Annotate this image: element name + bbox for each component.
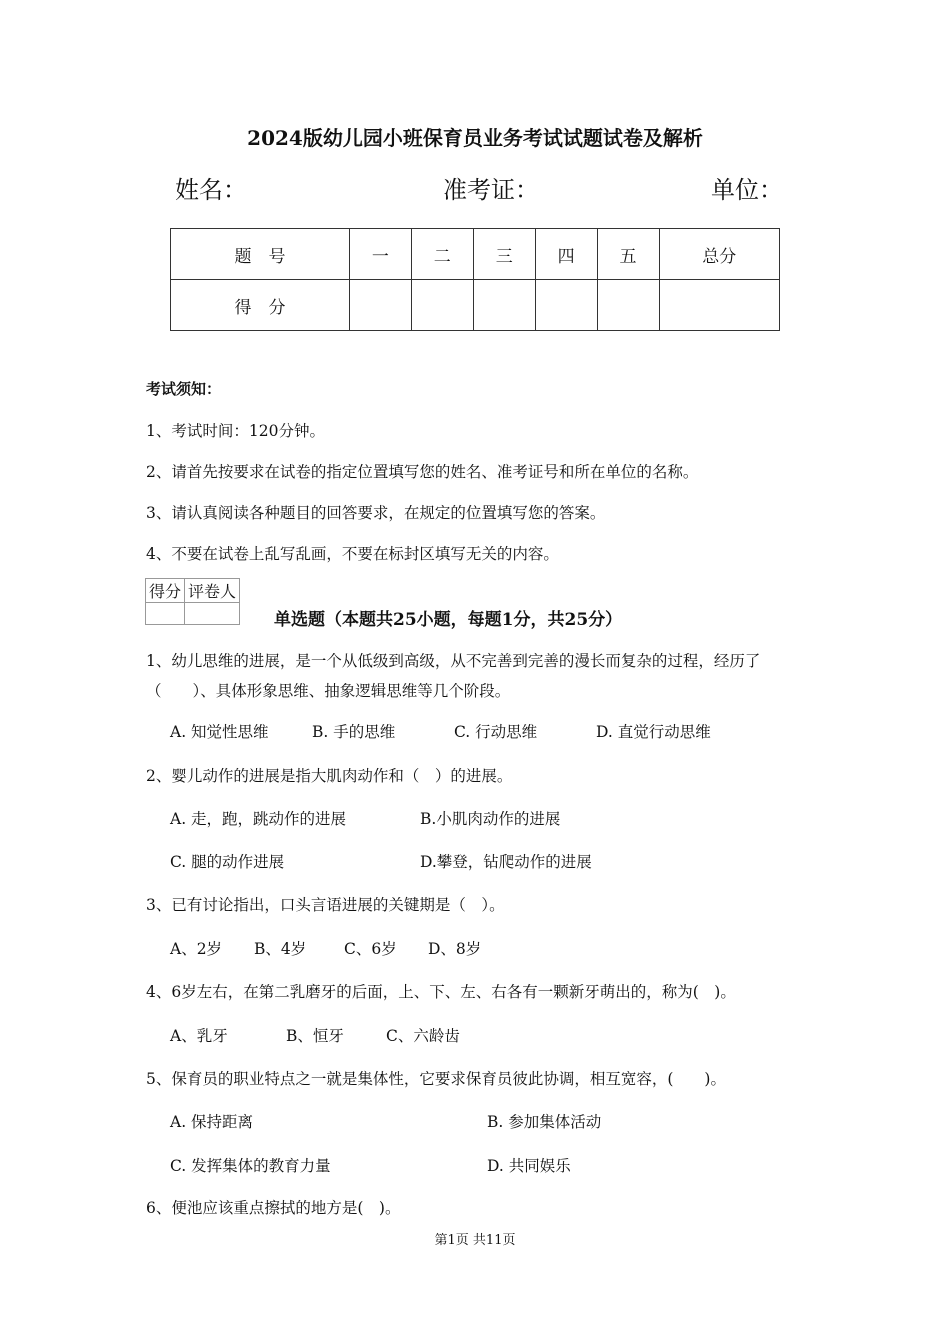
score-table-score-row bbox=[171, 280, 780, 331]
score-table bbox=[170, 228, 780, 331]
question-5: 5、保育员的职业特点之一就是集体性，它要求保育员彼此协调，相互宽容，( )。 bbox=[146, 1070, 726, 1088]
q5-option-a: A. 保持距离 bbox=[170, 1113, 254, 1131]
grader-score-cell[interactable] bbox=[146, 603, 185, 625]
name-label: 姓名： bbox=[175, 176, 247, 204]
q1-option-d: D. 直觉行动思维 bbox=[596, 723, 711, 741]
score-cell-label: 题 号 bbox=[171, 229, 350, 280]
grader-name-label: 评卷人 bbox=[185, 579, 240, 603]
q1-option-b: B. 手的思维 bbox=[312, 723, 396, 741]
score-cell-3: 三 bbox=[473, 229, 535, 280]
q5-option-b: B. 参加集体活动 bbox=[487, 1113, 602, 1131]
q2-option-c: C. 腿的动作进展 bbox=[170, 853, 285, 871]
section-title: 单选题（本题共25小题，每题1分，共25分） bbox=[274, 610, 623, 630]
q1-option-a: A. 知觉性思维 bbox=[170, 723, 269, 741]
q4-option-a: A、乳牙 bbox=[170, 1027, 228, 1045]
grader-name-cell[interactable] bbox=[185, 603, 240, 625]
q5-option-c: C. 发挥集体的教育力量 bbox=[170, 1157, 331, 1175]
score-cell-4: 四 bbox=[535, 229, 597, 280]
q3-option-a: A、2岁 bbox=[170, 940, 223, 958]
notice-item-4: 4、不要在试卷上乱写乱画，不要在标封区填写无关的内容。 bbox=[146, 545, 559, 563]
q4-option-b: B、恒牙 bbox=[286, 1027, 344, 1045]
q3-option-b: B、4岁 bbox=[254, 940, 307, 958]
q2-option-d: D.攀登，钻爬动作的进展 bbox=[420, 853, 592, 871]
q1-option-c: C. 行动思维 bbox=[454, 723, 538, 741]
unit-label: 单位： bbox=[711, 176, 783, 204]
notice-item-1: 1、考试时间：120分钟。 bbox=[146, 422, 325, 440]
score-cell-2: 二 bbox=[411, 229, 473, 280]
score-cell-5: 五 bbox=[597, 229, 659, 280]
score-input-4[interactable] bbox=[535, 280, 597, 331]
q4-option-c: C、六龄齿 bbox=[386, 1027, 460, 1045]
question-6: 6、便池应该重点擦拭的地方是( )。 bbox=[146, 1199, 401, 1217]
question-1-line-1: 1、幼儿思维的进展，是一个从低级到高级，从不完善到完善的漫长而复杂的过程，经历了 bbox=[146, 652, 761, 670]
score-row-label: 得 分 bbox=[171, 280, 350, 331]
score-table-header-row bbox=[171, 229, 780, 280]
notice-item-2: 2、请首先按要求在试卷的指定位置填写您的姓名、准考证号和所在单位的名称。 bbox=[146, 463, 699, 481]
q2-option-b: B.小肌肉动作的进展 bbox=[420, 810, 561, 828]
page-footer: 第1页 共11页 bbox=[434, 1233, 516, 1248]
q5-option-d: D. 共同娱乐 bbox=[487, 1157, 571, 1175]
score-input-5[interactable] bbox=[597, 280, 659, 331]
page-title: 2024版幼儿园小班保育员业务考试试题试卷及解析 bbox=[247, 126, 703, 150]
exam-id-label: 准考证： bbox=[443, 176, 539, 204]
notice-item-3: 3、请认真阅读各种题目的回答要求，在规定的位置填写您的答案。 bbox=[146, 504, 606, 522]
score-input-2[interactable] bbox=[411, 280, 473, 331]
question-4: 4、6岁左右，在第二乳磨牙的后面，上、下、左、右各有一颗新牙萌出的，称为( )。 bbox=[146, 983, 736, 1001]
score-input-total[interactable] bbox=[659, 280, 779, 331]
question-3: 3、已有讨论指出，口头言语进展的关键期是（ ）。 bbox=[146, 896, 505, 914]
notice-heading: 考试须知： bbox=[146, 380, 222, 398]
question-2: 2、婴儿动作的进展是指大肌肉动作和（ ）的进展。 bbox=[146, 767, 513, 785]
score-input-3[interactable] bbox=[473, 280, 535, 331]
grader-table bbox=[145, 578, 240, 625]
question-1-line-2: （ ）、具体形象思维、抽象逻辑思维等几个阶段。 bbox=[146, 682, 511, 700]
score-cell-total: 总分 bbox=[659, 229, 779, 280]
q2-option-a: A. 走，跑，跳动作的进展 bbox=[170, 810, 347, 828]
q3-option-d: D、8岁 bbox=[428, 940, 482, 958]
score-cell-1: 一 bbox=[349, 229, 411, 280]
score-input-1[interactable] bbox=[349, 280, 411, 331]
grader-score-label: 得分 bbox=[146, 579, 185, 603]
q3-option-c: C、6岁 bbox=[344, 940, 397, 958]
